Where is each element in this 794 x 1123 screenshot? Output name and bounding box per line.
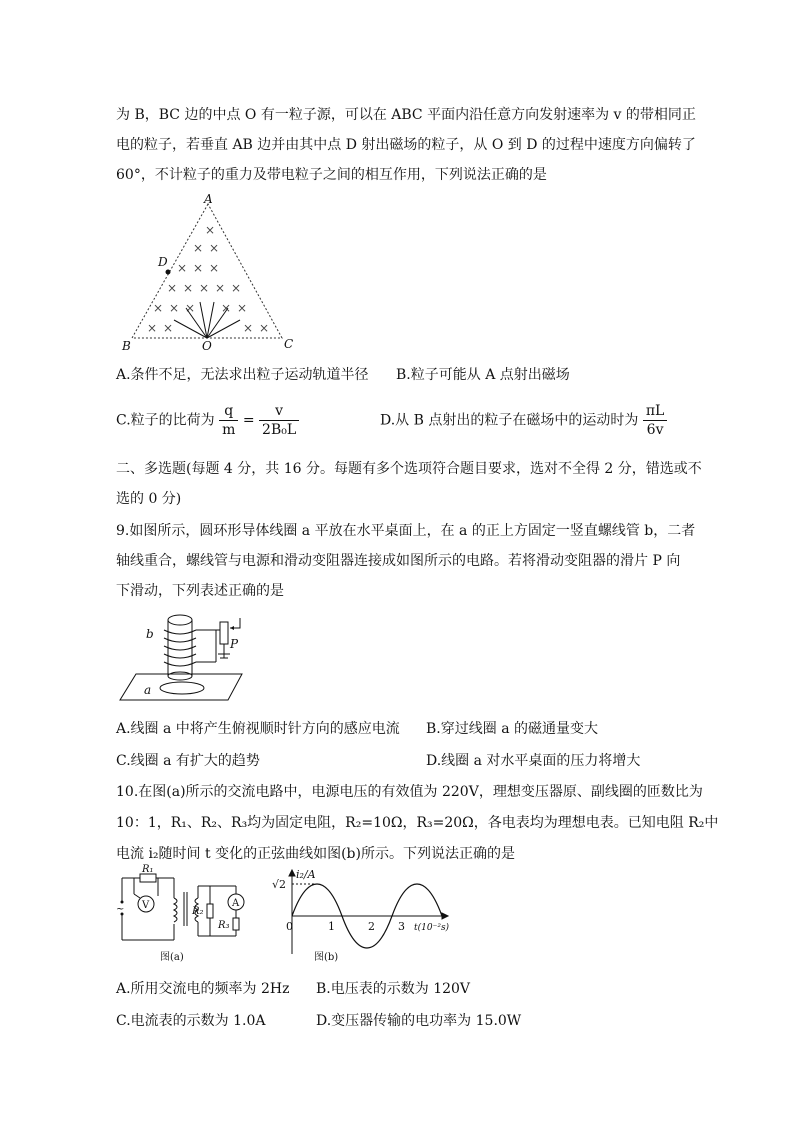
field-cross: × [204,223,216,237]
q8-line-1: 为 B，BC 边的中点 O 有一粒子源，可以在 ABC 平面内沿任意方向发射速率为 v 的带相同正 [116,107,696,123]
field-cross: × [208,261,220,275]
label-c: C [284,337,294,351]
label-b: B [122,339,131,352]
x-tick-3: 3 [398,920,405,933]
field-cross: × [258,321,270,335]
label-o: O [202,339,212,352]
q9-solenoid-figure [116,608,246,704]
field-cross: × [182,281,194,295]
field-cross: × [242,321,254,335]
q8-line-3: 60°，不计粒子的重力及带电粒子之间的相互作用，下列说法正确的是 [116,167,547,183]
field-cross: × [198,281,210,295]
field-cross: × [214,281,226,295]
ac-source-icon: ~ [116,904,125,915]
q10-option-a: A.所用交流电的频率为 2Hz [116,981,290,997]
q9-line-1: 9.如图所示，圆环形导体线圈 a 平放在水平桌面上，在 a 的正上方固定一竖直螺线管 b，二者 [116,523,696,539]
field-cross: × [146,321,158,335]
field-cross: × [192,261,204,275]
q9-line-2: 轴线重合，螺线管与电源和滑动变阻器连接成如图所示的电路。若将滑动变阻器的滑片 P 向 [116,553,681,569]
q8-option-b: B.粒子可能从 A 点射出磁场 [396,367,570,383]
q8-option-a: A.条件不足，无法求出粒子运动轨道半径 [116,367,369,383]
section-2-header-line-1: 二、多选题(每题 4 分，共 16 分。每题有多个选项符合题目要求，选对不全得 2 分，错选或不 [116,461,702,477]
field-cross: × [162,321,174,335]
q8-option-d: D.从 B 点射出的粒子在磁场中的运动时为 $\frac{\pi L}{6v}$ [380,402,667,439]
field-cross: × [192,241,204,255]
x-tick-1: 1 [328,920,335,933]
q9-option-b: B.穿过线圈 a 的磁通量变大 [426,721,598,737]
x-tick-0: 0 [286,920,293,933]
y-tick-max: √2 [272,878,287,891]
label-b: b [146,627,154,641]
q10-line-3: 电流 i₂随时间 t 变化的正弦曲线如图(b)所示。下列说法正确的是 [116,846,515,862]
q9-option-d: D.线圈 a 对水平桌面的压力将增大 [426,753,641,769]
label-p: P [230,637,239,651]
q10-current-graph [266,864,462,968]
y-axis-label: i₂/A [296,868,316,881]
q8-option-c: C.粒子的比荷为 $\frac{q}{m}$ = $\frac{v}{\text{2B₀L}}$ [116,402,299,439]
q10-option-d: D.变压器传输的电功率为 15.0W [316,1013,522,1029]
q10-circuit-figure [114,864,254,968]
point-d [166,270,171,275]
q9-option-c: C.线圈 a 有扩大的趋势 [116,753,260,769]
x-axis-label: t(10⁻²s) [414,923,450,933]
label-r3: R₃ [218,920,230,931]
voltmeter-label: V [142,900,150,911]
field-cross: × [208,241,220,255]
label-r2: R₂ [192,906,204,917]
x-tick-2: 2 [368,920,375,933]
figure-b-caption: 图(b) [314,952,339,963]
field-cross: × [166,281,178,295]
q10-line-1: 10.在图(a)所示的交流电路中，电源电压的有效值为 220V，理想变压器原、副线圈的匝数比为 [116,784,703,800]
q9-option-a: A.线圈 a 中将产生俯视顺时针方向的感应电流 [116,721,400,737]
figure-a-caption: 图(a) [160,952,184,963]
field-cross: × [220,301,232,315]
label-r1: R₁ [142,864,154,875]
section-2-header-line-2: 选的 0 分) [116,491,182,507]
q10-option-b: B.电压表的示数为 120V [316,981,471,997]
field-cross: × [152,301,164,315]
label-a: a [144,683,152,697]
field-cross: × [230,281,242,295]
label-d: D [158,255,168,269]
q9-line-3: 下滑动，下列表述正确的是 [116,583,284,599]
q10-option-c: C.电流表的示数为 1.0A [116,1013,266,1029]
q10-line-2: 10：1，R₁、R₂、R₃均为固定电阻，R₂=10Ω，R₃=20Ω，各电表均为理想电表。已知电阻 R₂中 [116,815,719,831]
field-cross: × [176,261,188,275]
q8-triangle-figure [118,192,308,352]
ammeter-label: A [232,898,240,909]
field-cross: × [184,301,196,315]
q8-line-2: 电的粒子，若垂直 AB 边并由其中点 D 射出磁场的粒子，从 O 到 D 的过程中速度方向偏转了 [116,137,696,153]
field-cross: × [168,301,180,315]
field-cross: × [236,301,248,315]
label-a: A [204,192,213,206]
